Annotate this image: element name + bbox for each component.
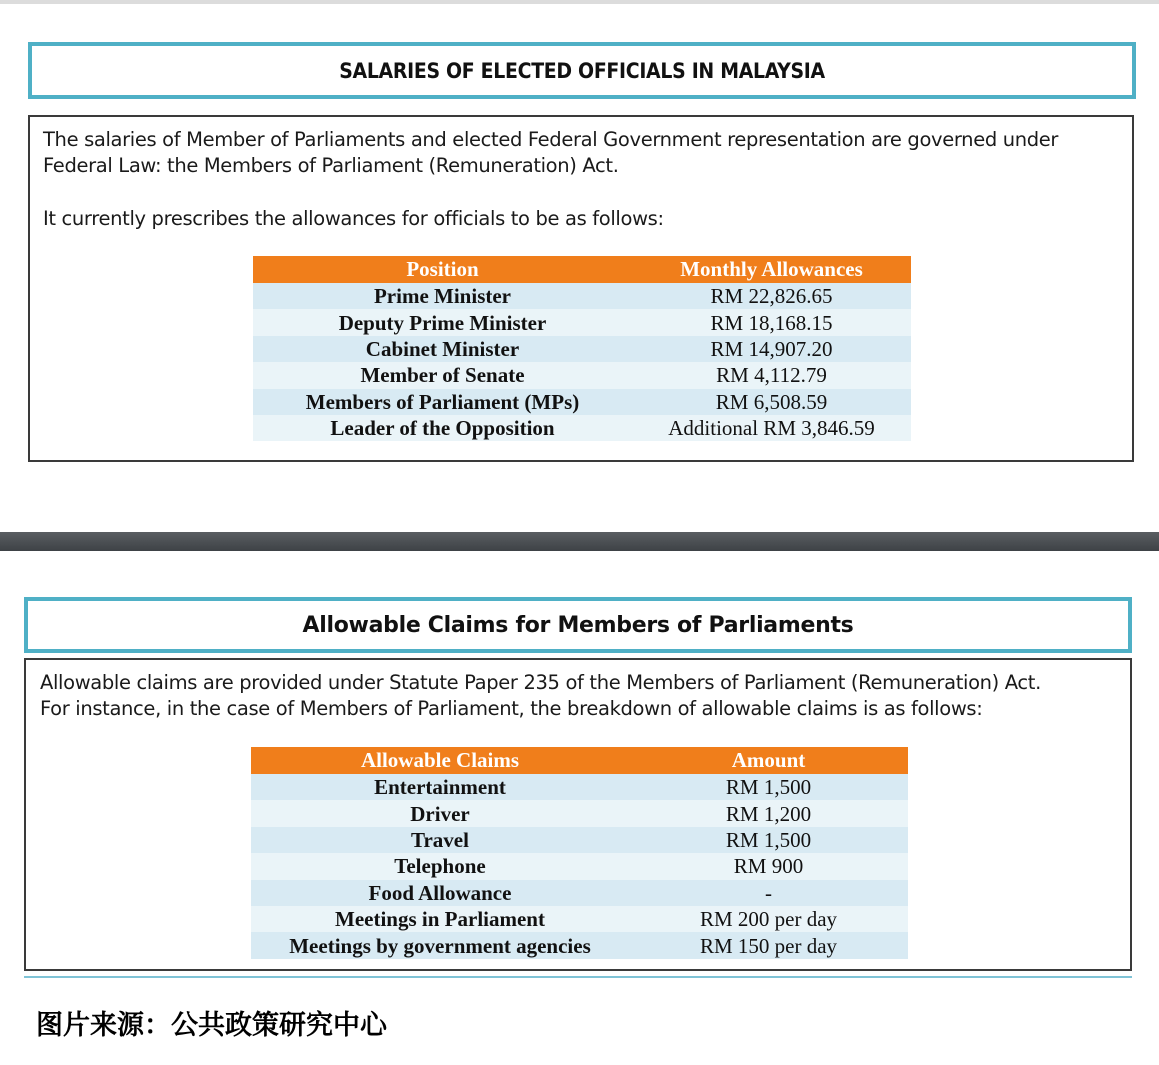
table-row [251, 932, 908, 958]
salaries-title-box [28, 42, 1136, 99]
claims-title: Allowable Claims for Members of Parliaments [302, 612, 854, 638]
position-cell: Leader of the Opposition [253, 415, 632, 441]
salaries-intro-line-1: The salaries of Member of Parliaments and elected Federal Government representation are governed under [43, 128, 1059, 151]
table-row [253, 362, 911, 388]
amount-cell: RM 200 per day [629, 906, 908, 932]
claims-intro-line-1: Allowable claims are provided under Statute Paper 235 of the Members of Parliament (Remuneration) Act. [40, 671, 1041, 694]
position-cell: Member of Senate [253, 362, 632, 388]
image-source-caption: 图片来源：公共政策研究中心 [36, 1010, 387, 1041]
amount-cell: RM 1,500 [629, 774, 908, 800]
allowances-table-header [253, 256, 911, 283]
position-cell: Prime Minister [253, 283, 632, 309]
table-row [253, 389, 911, 415]
amount-cell: - [629, 880, 908, 906]
claim-cell: Travel [251, 827, 629, 853]
amount-cell: RM 1,200 [629, 800, 908, 826]
column-header-position: Position [253, 256, 632, 283]
claims-table [251, 747, 908, 959]
top-edge-line [0, 0, 1159, 4]
allowance-cell: RM 4,112.79 [632, 362, 911, 388]
claim-cell: Food Allowance [251, 880, 629, 906]
position-cell: Cabinet Minister [253, 336, 632, 362]
table-row [251, 827, 908, 853]
allowances-table [253, 256, 911, 441]
claims-intro-paragraph [40, 670, 1041, 722]
claims-intro-line-2: For instance, in the case of Members of Parliament, the breakdown of allowable claims is as follows: [40, 697, 983, 720]
salaries-intro-line-2: Federal Law: the Members of Parliament (Remuneration) Act. [43, 154, 619, 177]
claim-cell: Driver [251, 800, 629, 826]
column-header-allowable-claims: Allowable Claims [251, 747, 629, 774]
table-row [253, 415, 911, 441]
salaries-intro-line-3: It currently prescribes the allowances for officials to be as follows: [43, 207, 664, 230]
claim-cell: Entertainment [251, 774, 629, 800]
table-row [251, 800, 908, 826]
table-row [251, 853, 908, 879]
salaries-title: SALARIES OF ELECTED OFFICIALS IN MALAYSIA [339, 58, 825, 83]
allowance-cell: RM 14,907.20 [632, 336, 911, 362]
claim-cell: Telephone [251, 853, 629, 879]
section-divider-bar [0, 532, 1159, 551]
allowance-cell: RM 6,508.59 [632, 389, 911, 415]
allowance-cell: RM 18,168.15 [632, 309, 911, 335]
position-cell: Members of Parliament (MPs) [253, 389, 632, 415]
table-row [251, 774, 908, 800]
amount-cell: RM 150 per day [629, 932, 908, 958]
salaries-intro-paragraph [43, 127, 1058, 179]
claims-body-box [24, 658, 1132, 971]
column-header-monthly-allowances: Monthly Allowances [632, 256, 911, 283]
claim-cell: Meetings in Parliament [251, 906, 629, 932]
amount-cell: RM 900 [629, 853, 908, 879]
table-row [253, 283, 911, 309]
column-header-amount: Amount [629, 747, 908, 774]
position-cell: Deputy Prime Minister [253, 309, 632, 335]
claims-title-box [24, 597, 1132, 653]
salaries-body-box [28, 115, 1134, 462]
table-row [251, 906, 908, 932]
table-row [251, 880, 908, 906]
table-row [253, 309, 911, 335]
amount-cell: RM 1,500 [629, 827, 908, 853]
allowance-cell: RM 22,826.65 [632, 283, 911, 309]
bottom-rule [24, 976, 1132, 978]
allowance-cell: Additional RM 3,846.59 [632, 415, 911, 441]
claim-cell: Meetings by government agencies [251, 932, 629, 958]
claims-table-header [251, 747, 908, 774]
table-row [253, 336, 911, 362]
